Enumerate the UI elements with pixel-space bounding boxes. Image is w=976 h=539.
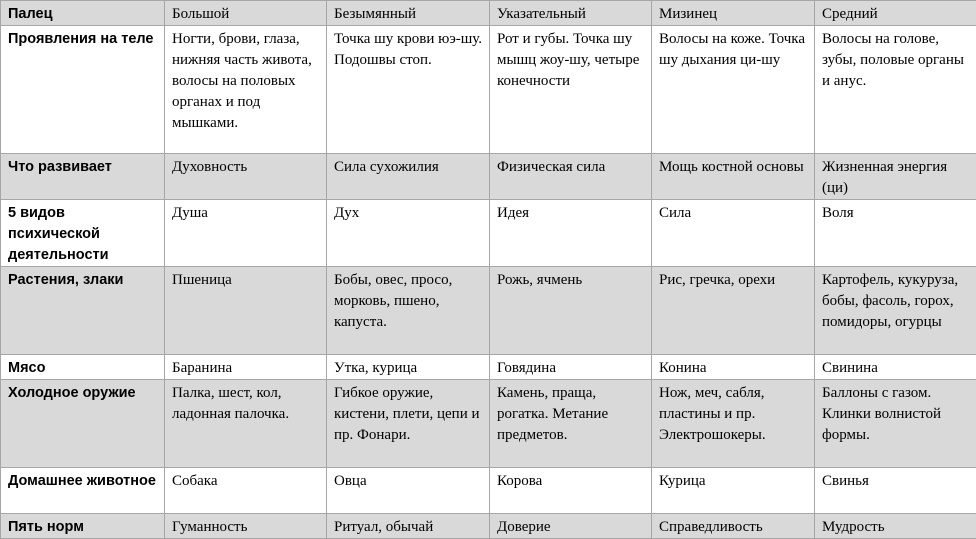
row-label: Пять норм <box>1 514 165 539</box>
table-cell: Жизненная энергия (ци) <box>815 154 976 200</box>
table-cell: Баллоны с газом. Клинки волнистой формы. <box>815 380 976 468</box>
header-cell-finger: Палец <box>1 1 165 26</box>
table-cell: Воля <box>815 200 976 267</box>
table-cell: Сила <box>652 200 815 267</box>
table-row <box>1 380 976 468</box>
table-cell: Идея <box>490 200 652 267</box>
table-row <box>1 200 976 267</box>
table-cell: Нож, меч, сабля, пластины и пр. Электрошокеры. <box>652 380 815 468</box>
table-cell: Духовность <box>165 154 327 200</box>
table-cell: Мощь костной основы <box>652 154 815 200</box>
row-label: Домашнее животное <box>1 468 165 514</box>
table-cell: Душа <box>165 200 327 267</box>
table-cell: Ногти, брови, глаза, нижняя часть живота, волосы на половых органах и под мышками. <box>165 26 327 154</box>
table-cell: Гуманность <box>165 514 327 539</box>
table-cell: Пшеница <box>165 267 327 355</box>
table-cell: Мудрость <box>815 514 976 539</box>
table-cell: Собака <box>165 468 327 514</box>
table-cell: Гибкое оружие, кистени, плети, цепи и пр. Фонари. <box>327 380 490 468</box>
table-cell: Ритуал, обычай <box>327 514 490 539</box>
row-label: Проявления на теле <box>1 26 165 154</box>
table-cell: Овца <box>327 468 490 514</box>
table-cell: Свинья <box>815 468 976 514</box>
header-cell-middle: Средний <box>815 1 976 26</box>
table-cell: Рис, гречка, орехи <box>652 267 815 355</box>
table-row <box>1 26 976 154</box>
table-row <box>1 355 976 380</box>
row-label: Что развивает <box>1 154 165 200</box>
table-row <box>1 468 976 514</box>
table-cell: Волосы на голове, зубы, половые органы и анус. <box>815 26 976 154</box>
table-cell: Рот и губы. Точка шу мышц жоу-шу, четыре конечности <box>490 26 652 154</box>
table-cell: Физическая сила <box>490 154 652 200</box>
table-cell: Справедливость <box>652 514 815 539</box>
header-cell-ring: Безымянный <box>327 1 490 26</box>
table-header-row <box>1 1 976 26</box>
header-cell-index: Указательный <box>490 1 652 26</box>
table-cell: Свинина <box>815 355 976 380</box>
table-cell: Говядина <box>490 355 652 380</box>
row-label: Холодное оружие <box>1 380 165 468</box>
table-cell: Корова <box>490 468 652 514</box>
table-cell: Баранина <box>165 355 327 380</box>
table-cell: Палка, шест, кол, ладонная палочка. <box>165 380 327 468</box>
table-cell: Волосы на коже. Точка шу дыхания ци-шу <box>652 26 815 154</box>
row-label: 5 видов психической деятельности <box>1 200 165 267</box>
table-cell: Сила сухожилия <box>327 154 490 200</box>
header-cell-thumb: Большой <box>165 1 327 26</box>
table-row <box>1 514 976 539</box>
table-cell: Утка, курица <box>327 355 490 380</box>
header-cell-little: Мизинец <box>652 1 815 26</box>
table-cell: Бобы, овес, просо, морковь, пшено, капуста. <box>327 267 490 355</box>
table-cell: Камень, праща, рогатка. Метание предметов. <box>490 380 652 468</box>
table-cell: Конина <box>652 355 815 380</box>
table-row <box>1 154 976 200</box>
table-cell: Дух <box>327 200 490 267</box>
table-cell: Доверие <box>490 514 652 539</box>
row-label: Растения, злаки <box>1 267 165 355</box>
table-row <box>1 267 976 355</box>
row-label: Мясо <box>1 355 165 380</box>
table-cell: Курица <box>652 468 815 514</box>
table-cell: Рожь, ячмень <box>490 267 652 355</box>
table-cell: Точка шу крови юэ-шу. Подошвы стоп. <box>327 26 490 154</box>
table-cell: Картофель, кукуруза, бобы, фасоль, горох, помидоры, огурцы <box>815 267 976 355</box>
